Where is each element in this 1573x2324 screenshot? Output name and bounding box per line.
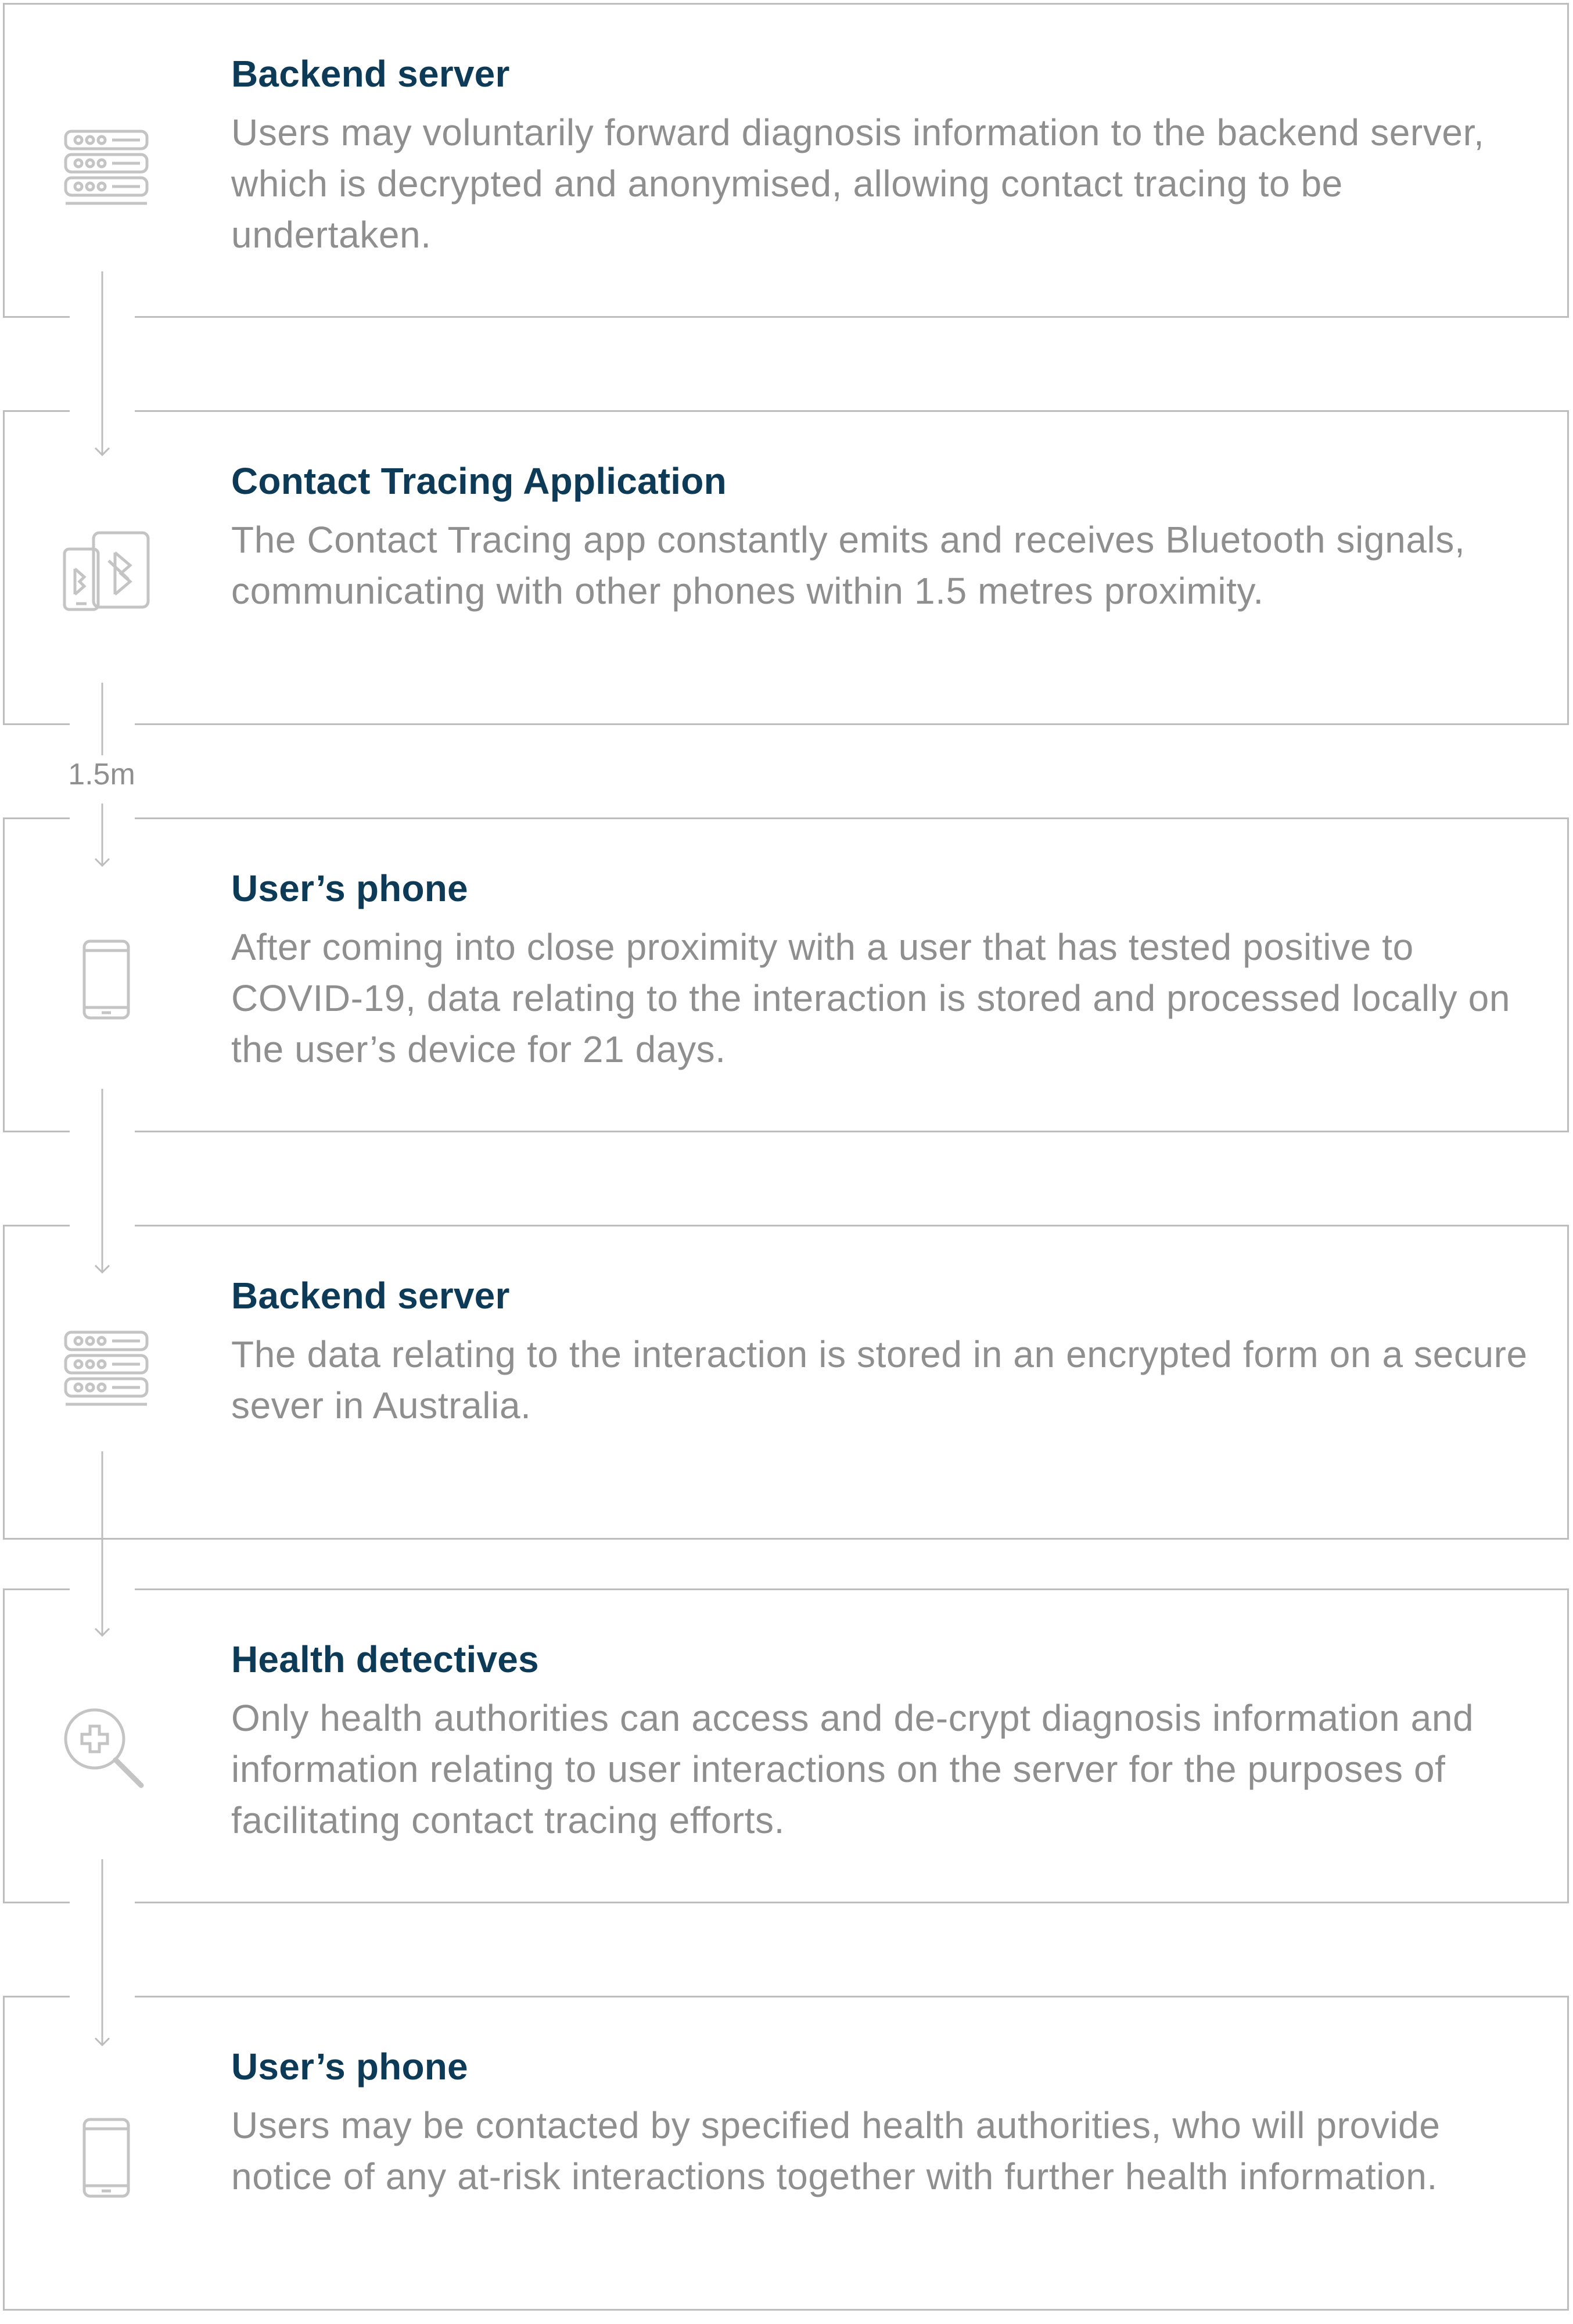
step-backend-server-1 (3, 3, 1569, 318)
step-title: User’s phone (231, 867, 468, 909)
step-title: Contact Tracing Application (231, 460, 727, 502)
step-description: After coming into close proximity with a user that has tested positive to COVID-19, data relating to the interaction is stored and processed locally on the user’s device for 21 days. (231, 926, 1511, 1070)
step-title: User’s phone (231, 2046, 468, 2088)
step-description: Users may voluntarily forward diagnosis information to the backend server, which is decrypted and anonymised, allowing contact tracing to be undertaken. (231, 112, 1485, 256)
bluetooth-devices-icon (60, 526, 153, 619)
server-icon (60, 1319, 153, 1412)
step-description: Users may be contacted by specified health authorities, who will provide notice of any at-risk interactions together with further health information. (231, 2104, 1441, 2197)
step-title: Backend server (231, 53, 510, 95)
phone-icon (60, 933, 153, 1026)
step-description: The Contact Tracing app constantly emits and receives Bluetooth signals, communicating with other phones within 1.5 metres proximity. (231, 519, 1466, 612)
phone-icon (60, 2111, 153, 2204)
step-contact-tracing-application (3, 410, 1569, 725)
step-health-detectives (3, 1588, 1569, 1903)
distance-label: 1.5m (64, 757, 139, 792)
step-title: Health detectives (231, 1638, 539, 1680)
step-title: Backend server (231, 1275, 510, 1317)
step-users-phone-1 (3, 817, 1569, 1132)
step-description: Only health authorities can access and de-crypt diagnosis information and information relating to user interactions on the server for the purposes of facilitating contact tracing efforts. (231, 1697, 1474, 1841)
step-users-phone-2 (3, 1996, 1569, 2311)
step-description: The data relating to the interaction is stored in an encrypted form on a secure sever in Australia. (231, 1333, 1528, 1426)
server-icon (60, 119, 153, 211)
health-search-icon (60, 1704, 153, 1797)
step-backend-server-2 (3, 1225, 1569, 1540)
